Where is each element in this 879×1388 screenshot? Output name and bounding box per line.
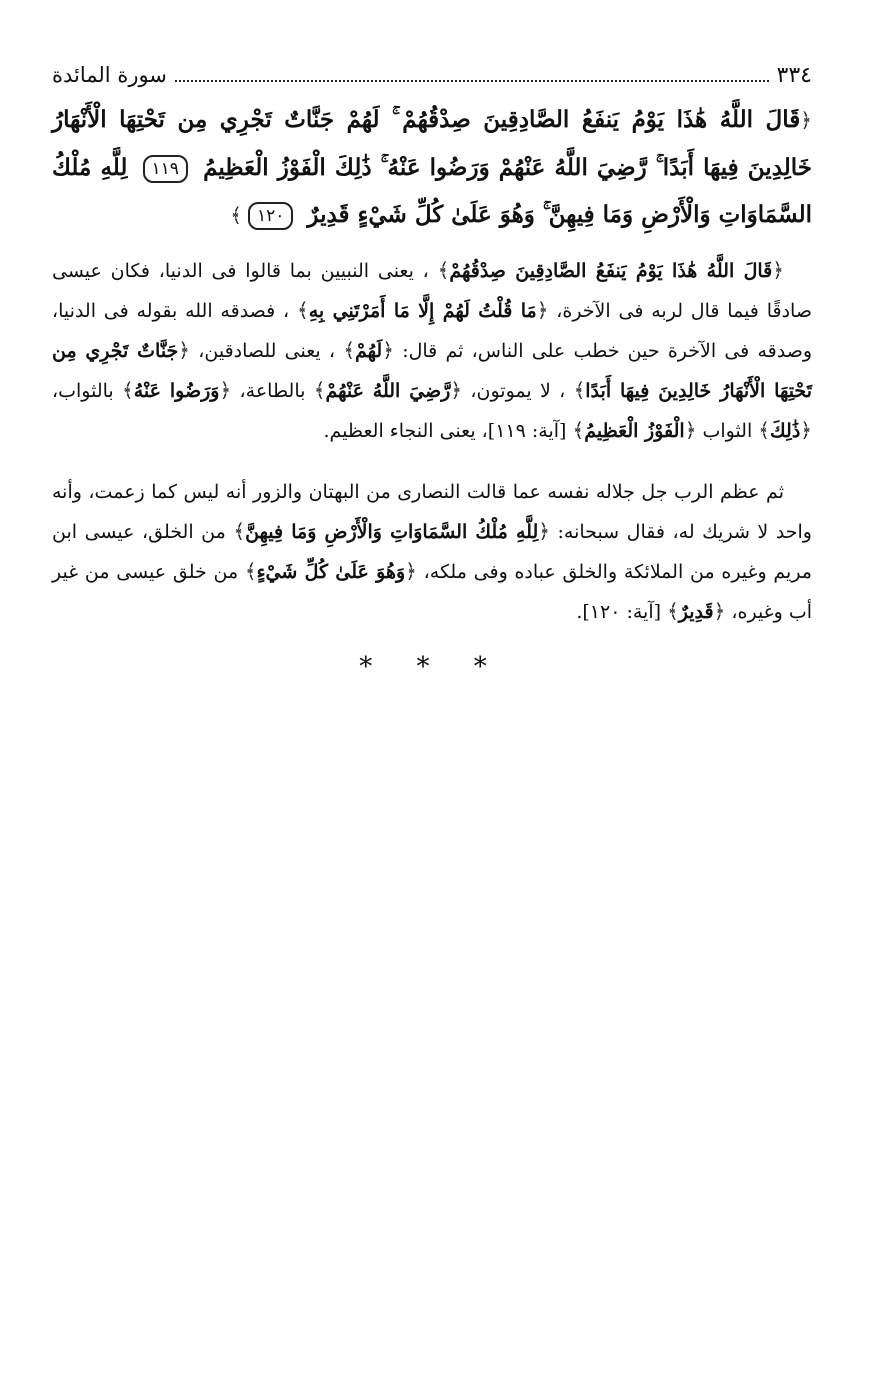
commentary-text: ، يعنى النبيين بما قالوا فى الدنيا، فكان عيسى صادقًا فيما قال لربه فى الآخرة،: [52, 260, 812, 322]
ornate-bracket-open: ﴿: [178, 338, 191, 362]
ornate-bracket-close: ﴾: [122, 378, 134, 402]
ornate-bracket-open: ﴿: [538, 519, 550, 543]
ayah-number-119: ١١٩: [143, 155, 188, 183]
ornate-bracket-close: ﴾: [297, 298, 309, 322]
commentary-paragraph-2: [52, 473, 812, 632]
ornate-bracket-close: ﴾: [758, 418, 771, 442]
ornate-bracket-close: ﴾: [233, 519, 246, 543]
ornate-bracket-open: ﴿: [772, 258, 784, 282]
dotted-leader: [175, 80, 769, 82]
commentary-text: [آية: ١٢٠].: [576, 601, 662, 623]
section-divider-asterisks: * * *: [359, 652, 505, 682]
tafsir-commentary: [52, 251, 812, 632]
ornate-bracket-open: ﴿: [219, 378, 232, 402]
ornate-bracket-open: ﴿: [713, 599, 726, 623]
commentary-text: بالطاعة،: [239, 380, 306, 402]
commentary-text: ، فصدقه الله بقوله فى الدنيا، وصدقه فى الآخرة حين خطب على الناس، ثم قال:: [52, 300, 813, 362]
verse-120-text: لِلَّهِ مُلْكُ السَّمَاوَاتِ وَالْأَرْضِ وَمَا فِيهِنَّ ۚ وَهُوَ عَلَىٰ كُلِّ شَيْءٍ قَدِيرٌ: [52, 154, 812, 228]
ornate-bracket-open: ﴿: [800, 108, 812, 132]
ornate-bracket-close: ﴾: [230, 203, 242, 227]
commentary-text: الثواب: [702, 420, 753, 442]
ornate-bracket-open: ﴿: [800, 418, 812, 442]
ornate-bracket-open: ﴿: [536, 298, 549, 322]
ornate-bracket-open: ﴿: [405, 559, 417, 583]
ornate-bracket-close: ﴾: [437, 258, 450, 282]
ornate-bracket-close: ﴾: [343, 338, 356, 362]
quote-text: جَنَّاتٌ تَجْرِي مِن تَحْتِهَا الْأَنْهَارُ خَالِدِينَ فِيهَا أَبَدًا: [52, 340, 812, 402]
commentary-paragraph-1: [52, 251, 812, 451]
ayah-number-120: ١٢٠: [248, 202, 293, 230]
verse-119-text: قَالَ اللَّهُ هَٰذَا يَوْمُ يَنفَعُ الصَّادِقِينَ صِدْقُهُمْ ۚ لَهُمْ جَنَّاتٌ تَجْرِي مِن تَحْتِهَا الْأَنْهَارُ خَالِدِينَ فِيهَا أَبَدًا ۚ رَّضِيَ اللَّهُ عَنْهُمْ وَرَضُوا عَنْهُ ۚ ذَٰلِكَ الْفَوْزُ الْعَظِيمُ: [52, 106, 812, 181]
commentary-text: من الخلق، عيسى ابن مريم وغيره من الملائكة والخلق عباده وفى ملكه،: [52, 521, 812, 583]
quran-verse-block: [52, 96, 812, 239]
quote-text: وَهُوَ عَلَىٰ كُلِّ شَيْءٍ: [256, 561, 406, 583]
commentary-text: ثم عظم الرب جل جلاله نفسه عما قالت النصارى من البهتان والزور أنه ليس كما زعمت، وأنه واحد لا شريك له، فقال سبحانه:: [52, 481, 812, 543]
quote-text: قَدِيرٌ: [678, 601, 714, 623]
quote-text: ذَٰلِكَ: [770, 420, 801, 442]
commentary-text: ، لا يموتون،: [470, 380, 566, 402]
quote-text: قَالَ اللَّهُ هَٰذَا يَوْمُ يَنفَعُ الصَّادِقِينَ صِدْقُهُمْ: [449, 260, 773, 282]
ornate-bracket-open: ﴿: [450, 378, 463, 402]
ornate-bracket-close: ﴾: [667, 599, 679, 623]
ornate-bracket-close: ﴾: [244, 559, 257, 583]
ornate-bracket-close: ﴾: [573, 378, 586, 402]
ornate-bracket-close: ﴾: [313, 378, 326, 402]
commentary-text: [آية: ١١٩]، يعنى النجاء العظيم.: [323, 420, 567, 442]
page-number: ٣٣٤: [776, 63, 812, 88]
ornate-bracket-close: ﴾: [572, 418, 585, 442]
quote-text: وَرَضُوا عَنْهُ: [133, 380, 220, 402]
book-page: [52, 58, 812, 682]
ornate-bracket-open: ﴿: [684, 418, 697, 442]
quote-text: رَّضِيَ اللَّهُ عَنْهُمْ: [325, 380, 451, 402]
quote-text: مَا قُلْتُ لَهُمْ إِلَّا مَا أَمَرْتَنِي بِهِ: [308, 300, 537, 322]
quote-text: لِلَّهِ مُلْكُ السَّمَاوَاتِ وَالْأَرْضِ وَمَا فِيهِنَّ: [245, 521, 539, 543]
quote-text: لَهُمْ: [355, 340, 383, 362]
commentary-text: من خلق عيسى من غير أب وغيره،: [52, 561, 812, 623]
ornate-bracket-open: ﴿: [382, 338, 394, 362]
commentary-text: ، يعنى للصادقين،: [198, 340, 336, 362]
surah-name: سورة المائدة: [52, 63, 167, 87]
running-header: [52, 58, 812, 92]
commentary-text: بالثواب،: [52, 380, 114, 402]
quote-text: الْفَوْزُ الْعَظِيمُ: [584, 420, 685, 442]
